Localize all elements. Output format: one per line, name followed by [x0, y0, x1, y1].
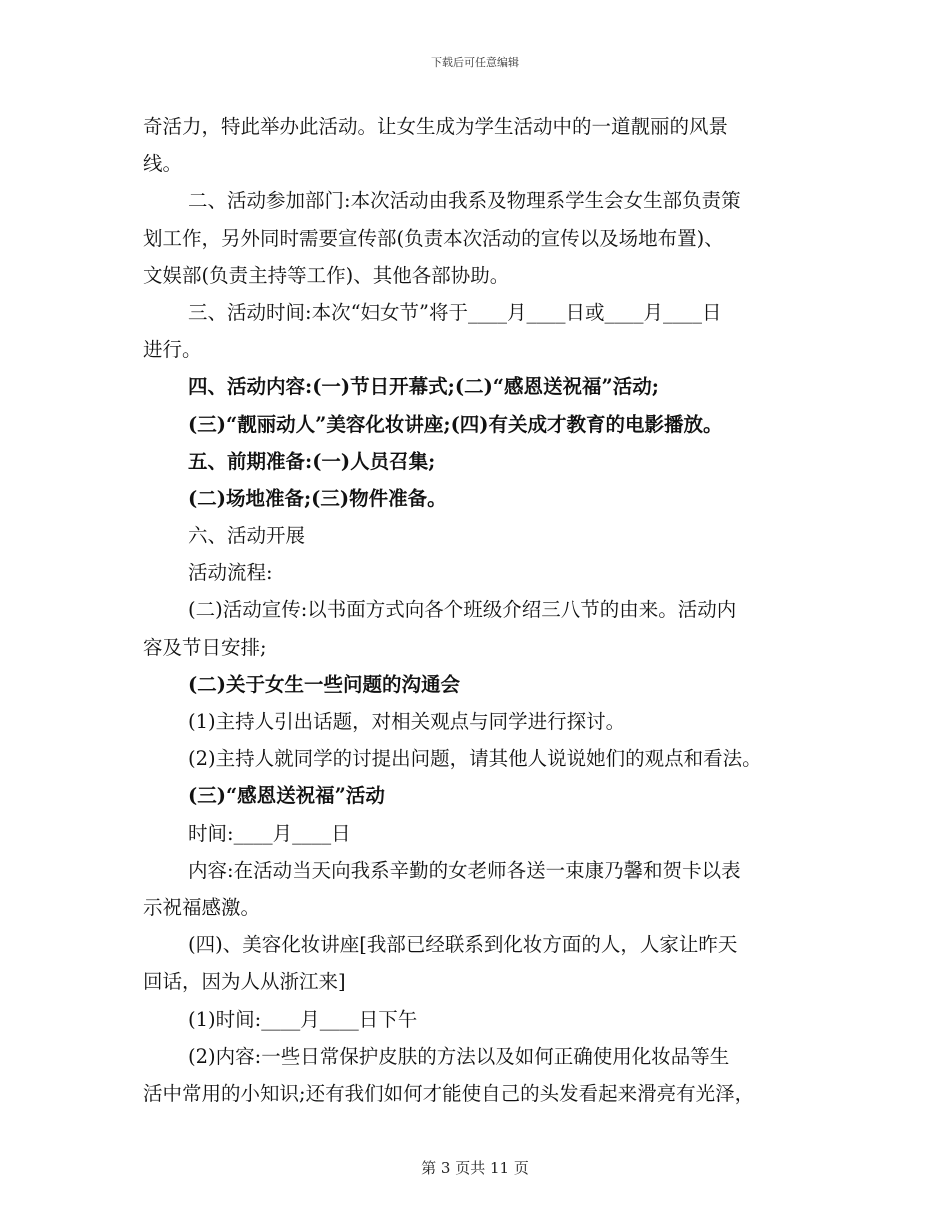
text-line: 进行。 — [143, 338, 202, 362]
text-line: (二)活动宣传:以书面方式向各个班级介绍三八节的由来。活动内 — [188, 598, 737, 622]
text-line: (1)时间:____月____日下午 — [188, 1007, 418, 1031]
text-line: (四)、美容化妆讲座[我部已经联系到化妆方面的人，人家让昨天 — [188, 933, 738, 957]
text-line: 六、活动开展 — [188, 524, 306, 548]
text-line: (三)“靓丽动人”美容化妆讲座;(四)有关成才教育的电影播放。 — [188, 412, 723, 436]
text-line: 三、活动时间:本次“妇女节”将于____月____日或____月____日 — [188, 300, 722, 324]
text-line: 回话，因为人从浙江来] — [143, 970, 346, 994]
text-line: 文娱部(负责主持等工作)、其他各部协助。 — [143, 263, 510, 287]
text-line: 二、活动参加部门:本次活动由我系及物理系学生会女生部负责策 — [188, 189, 741, 213]
text-line: 内容:在活动当天向我系辛勤的女老师各送一束康乃馨和贺卡以表 — [188, 858, 741, 882]
document-body — [143, 108, 823, 1112]
text-line: 四、活动内容:(一)节日开幕式;(二)“感恩送祝福”活动; — [188, 375, 659, 399]
text-line: 活动流程: — [188, 561, 273, 585]
text-line: (2)主持人就同学的讨提出问题，请其他人说说她们的观点和看法。 — [188, 747, 762, 771]
text-line: (三)“感恩送祝福”活动 — [188, 784, 385, 808]
text-line: 示祝福感激。 — [143, 895, 261, 919]
text-line: (二)场地准备;(三)物件准备。 — [188, 486, 447, 510]
text-line: 容及节日安排; — [143, 635, 267, 659]
text-line: 活中常用的小知识;还有我们如何才能使自己的头发看起来滑亮有光泽， — [143, 1081, 755, 1105]
text-line: (二)关于女生一些问题的沟通会 — [188, 672, 460, 696]
page-header-note: 下载后可任意编辑 — [431, 56, 519, 69]
text-line: (2)内容:一些日常保护皮肤的方法以及如何正确使用化妆品等生 — [188, 1044, 730, 1068]
text-line: 奇活力，特此举办此活动。让女生成为学生活动中的一道靓丽的风景 — [143, 115, 729, 138]
text-line: 五、前期准备:(一)人员召集; — [188, 449, 436, 473]
text-line: 划工作，另外同时需要宣传部(负责本次活动的宣传以及场地布置)、 — [143, 226, 724, 250]
text-line: (1)主持人引出话题，对相关观点与同学进行探讨。 — [188, 710, 626, 733]
page-number-footer: 第 3 页共 11 页 — [421, 1159, 529, 1177]
text-line: 线。 — [143, 152, 183, 176]
text-line: 时间:____月____日 — [188, 821, 351, 845]
